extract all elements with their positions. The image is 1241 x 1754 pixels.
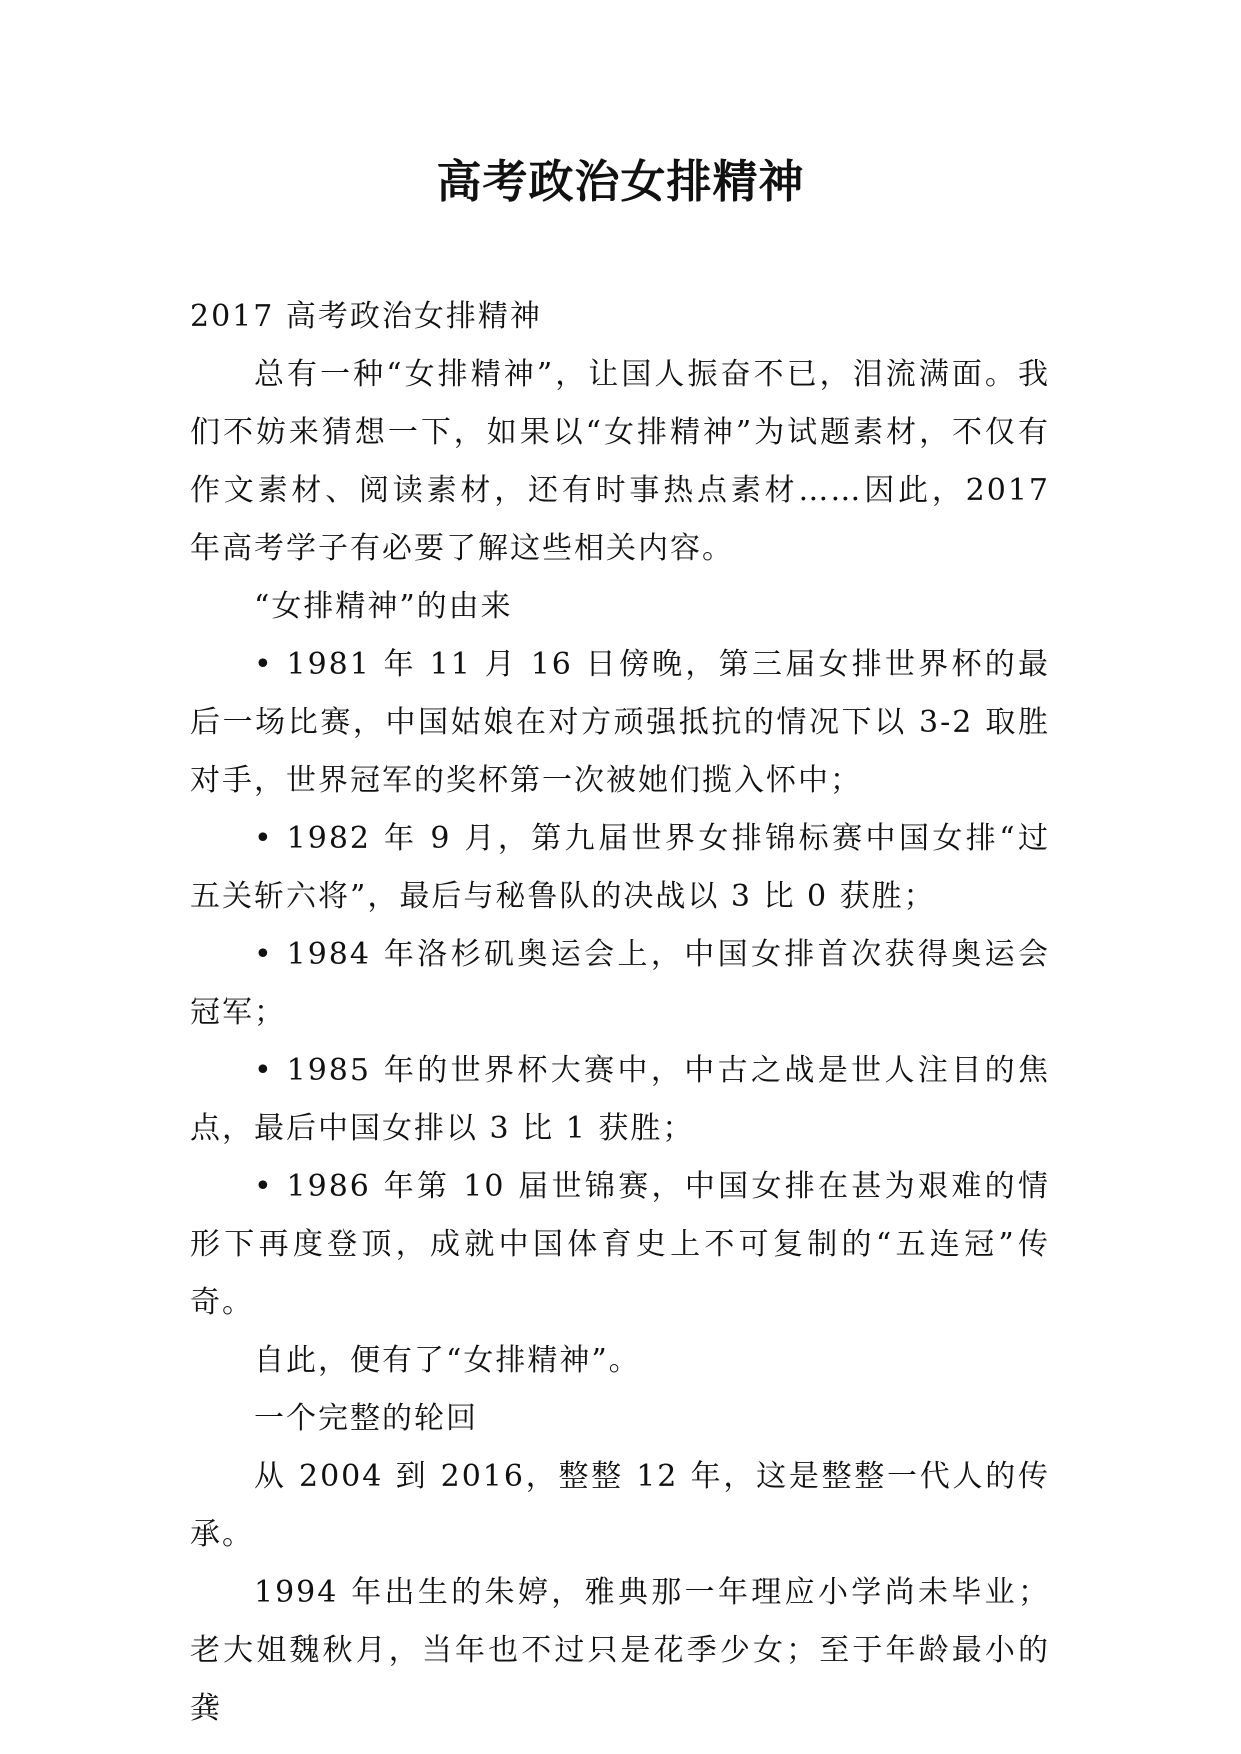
document-title: 高考政治女排精神 bbox=[436, 155, 805, 208]
paragraph-subtitle: 2017 高考政治女排精神 bbox=[190, 299, 542, 334]
section-heading-origin: “女排精神”的由来 bbox=[254, 589, 513, 624]
section-heading-cycle: 一个完整的轮回 bbox=[254, 1401, 478, 1436]
paragraph-conclusion: 自此，便有了“女排精神”。 bbox=[254, 1343, 641, 1378]
bullet-1984: • 1984 年洛杉矶奥运会上，中国女排首次获得奥运会冠军； bbox=[190, 937, 1050, 1030]
paragraph-intro: 总有一种“女排精神”，让国人振奋不已，泪流满面。我们不妨来猜想一下，如果以“女排精神”为试题素材，不仅有作文素材、阅读素材，还有时事热点素材……因此，2017 年高考学子有必要了解这些相关内容。 bbox=[190, 357, 1050, 566]
document-body bbox=[190, 288, 1050, 1738]
bullet-1986: • 1986 年第 10 届世锦赛，中国女排在甚为艰难的情形下再度登顶，成就中国体育史上不可复制的“五连冠”传奇。 bbox=[190, 1169, 1050, 1320]
bullet-1982: • 1982 年 9 月，第九届世界女排锦标赛中国女排“过五关斩六将”，最后与秘鲁队的决战以 3 比 0 获胜； bbox=[190, 821, 1050, 914]
paragraph-players: 1994 年出生的朱婷，雅典那一年理应小学尚未毕业；老大姐魏秋月，当年也不过只是花季少女；至于年龄最小的龚 bbox=[190, 1575, 1050, 1726]
bullet-1985: • 1985 年的世界杯大赛中，中古之战是世人注目的焦点，最后中国女排以 3 比 1 获胜； bbox=[190, 1053, 1050, 1146]
bullet-1981: • 1981 年 11 月 16 日傍晚，第三届女排世界杯的最后一场比赛，中国姑娘在对方顽强抵抗的情况下以 3-2 取胜对手，世界冠军的奖杯第一次被她们揽入怀中； bbox=[190, 647, 1050, 798]
paragraph-generation: 从 2004 到 2016，整整 12 年，这是整整一代人的传承。 bbox=[190, 1459, 1050, 1552]
